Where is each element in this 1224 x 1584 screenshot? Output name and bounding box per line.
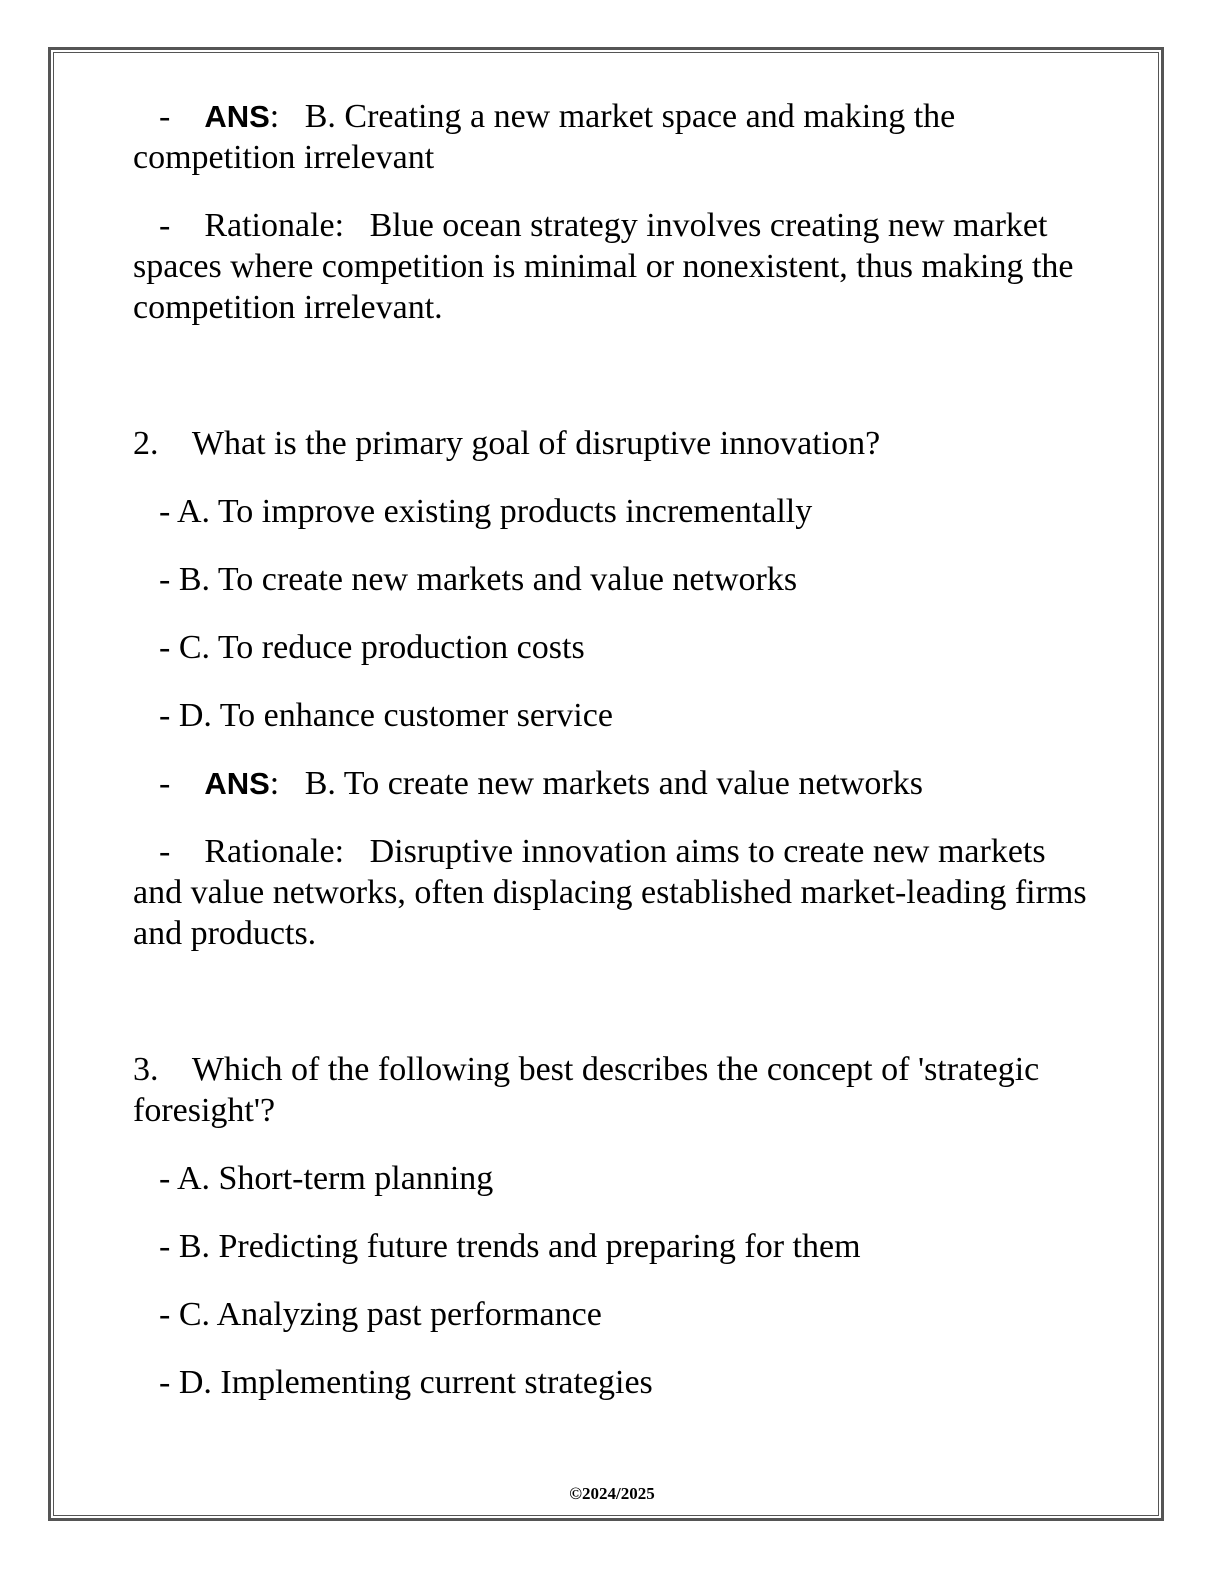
q2-answer-dash: - xyxy=(159,765,171,802)
q1-rationale xyxy=(133,205,1093,328)
q3-option-b-text: - B. Predicting future trends and preparing for them xyxy=(159,1228,861,1265)
q2-rationale-dash: - xyxy=(159,833,171,870)
q2-option-b-text: - B. To create new markets and value networks xyxy=(159,561,798,598)
q3-option-a xyxy=(133,1158,1093,1199)
q1-rationale-dash: - xyxy=(159,207,171,244)
q2-answer-text: B. To create new markets and value networks xyxy=(304,765,923,802)
q2-rationale-text: Disruptive innovation aims to create new markets and value networks, often displacing established market-leading firms and products. xyxy=(133,833,1087,952)
q2-question xyxy=(133,423,1093,464)
q2-number: 2. xyxy=(133,425,159,462)
q2-answer-label: ANS xyxy=(204,766,270,801)
q1-answer-colon: : xyxy=(269,98,280,135)
q2-option-d-text: - D. To enhance customer service xyxy=(159,697,613,734)
q1-rationale-label: Rationale: xyxy=(204,207,345,244)
q2-answer-colon: : xyxy=(269,765,280,802)
q3-option-c xyxy=(133,1294,1093,1335)
q2-option-a-text: - A. To improve existing products incrementally xyxy=(159,493,813,530)
q3-question xyxy=(133,1049,1093,1131)
q2-option-d xyxy=(133,695,1093,736)
q1-answer-dash: - xyxy=(159,98,171,135)
q3-option-d-text: - D. Implementing current strategies xyxy=(159,1364,653,1401)
q2-option-b xyxy=(133,559,1093,600)
q2-option-c xyxy=(133,627,1093,668)
document-body xyxy=(133,96,1093,1403)
q2-answer xyxy=(133,763,1093,804)
q2-rationale-label: Rationale: xyxy=(204,833,345,870)
q3-option-a-text: - A. Short-term planning xyxy=(159,1160,494,1197)
q3-number: 3. xyxy=(133,1051,159,1088)
q1-rationale-text: Blue ocean strategy involves creating new market spaces where competition is minimal or nonexistent, thus making the competition irrelevant. xyxy=(133,207,1074,326)
q2-rationale xyxy=(133,831,1093,954)
q3-question-text: Which of the following best describes the concept of 'strategic foresight'? xyxy=(133,1051,1040,1129)
copyright-footer: ©2024/2025 xyxy=(569,1484,655,1503)
q1-answer xyxy=(133,96,1093,178)
q2-option-a xyxy=(133,491,1093,532)
q3-option-c-text: - C. Analyzing past performance xyxy=(159,1296,602,1333)
q2-question-text: What is the primary goal of disruptive innovation? xyxy=(191,425,881,462)
q2-option-c-text: - C. To reduce production costs xyxy=(159,629,585,666)
q1-answer-text: B. Creating a new market space and making the competition irrelevant xyxy=(133,98,956,176)
q3-option-d xyxy=(133,1362,1093,1403)
q3-option-b xyxy=(133,1226,1093,1267)
q1-answer-label: ANS xyxy=(204,99,270,134)
